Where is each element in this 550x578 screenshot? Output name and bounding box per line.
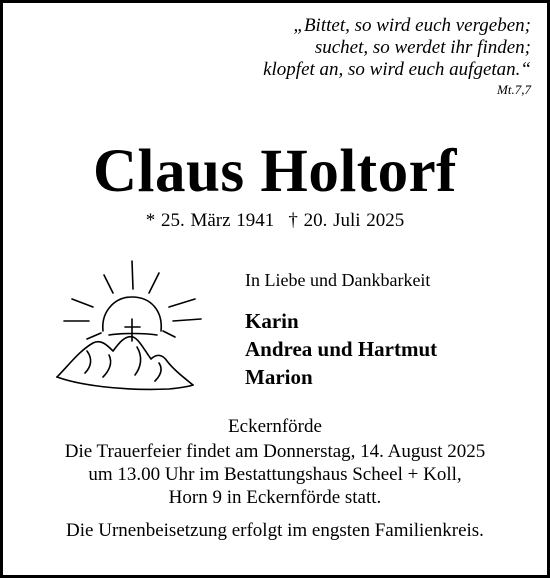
birth-date: * 25. März 1941 — [145, 210, 275, 231]
bible-verse — [263, 15, 531, 99]
urn-note: Die Urnenbeisetzung erfolgt im engsten Familienkreis. — [66, 520, 484, 541]
mourners-list — [245, 307, 437, 391]
death-date: † 20. Juli 2025 — [288, 210, 405, 231]
mourner-name: Karin — [245, 309, 299, 333]
deceased-name: Claus Holtorf — [92, 138, 457, 205]
service-line: Die Trauerfeier findet am Donnerstag, 14. August 2025 — [64, 441, 486, 462]
sun-cross-mountains-icon — [51, 255, 211, 395]
service-line: um 13.00 Uhr im Bestattungshaus Scheel + Koll, — [88, 464, 462, 485]
service-line: Horn 9 in Eckernförde statt. — [168, 487, 382, 508]
verse-line: klopfet an, so wird euch aufgetan.“ — [263, 59, 531, 80]
mourner-name: Marion — [245, 365, 313, 389]
place-name: Eckernförde — [228, 416, 322, 437]
mourner-name: Andrea und Hartmut — [245, 337, 438, 361]
verse-line: suchet, so werdet ihr finden; — [314, 37, 531, 58]
verse-line: „Bittet, so wird euch vergeben; — [293, 15, 531, 36]
service-details — [3, 415, 547, 542]
mourners-intro: In Liebe und Dankbarkeit — [245, 270, 431, 290]
verse-reference: Mt.7,7 — [497, 82, 531, 97]
life-dates — [3, 209, 547, 233]
